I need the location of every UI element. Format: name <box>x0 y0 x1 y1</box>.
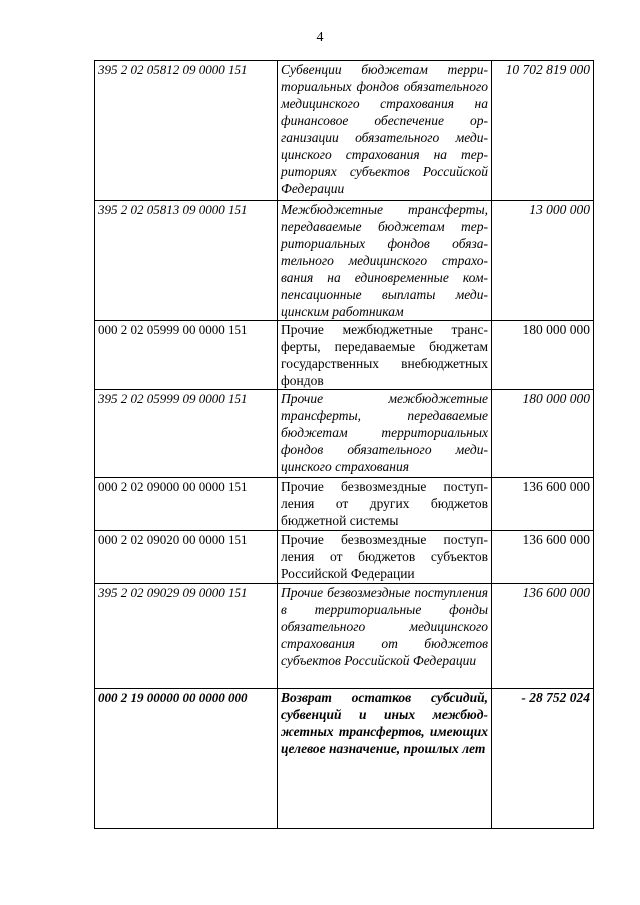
table-row <box>95 390 594 478</box>
amount-cell: 136 600 000 <box>492 478 594 531</box>
amount-cell: 180 000 000 <box>492 321 594 390</box>
budget-code-cell: 395 2 02 05813 09 0000 151 <box>95 201 278 321</box>
description-cell: Возврат остатков субсидий, субвенций и иных межбюджетных трансфертов, имеющих целевое назначение, прошлых лет <box>278 689 492 829</box>
amount-cell: 136 600 000 <box>492 584 594 689</box>
budget-code-cell: 395 2 02 05999 09 0000 151 <box>95 390 278 478</box>
budget-table <box>94 60 594 829</box>
table-row <box>95 531 594 584</box>
budget-code-cell: 395 2 02 05812 09 0000 151 <box>95 61 278 201</box>
table-row <box>95 201 594 321</box>
description-cell: Прочие безвозмездные поступления в территориальные фонды обязательного медицинского страхования от бюджетов субъектов Российской Федерации <box>278 584 492 689</box>
table-row <box>95 61 594 201</box>
table-row <box>95 321 594 390</box>
amount-cell: 180 000 000 <box>492 390 594 478</box>
amount-cell: - 28 752 024 <box>492 689 594 829</box>
table-row <box>95 478 594 531</box>
amount-cell: 10 702 819 000 <box>492 61 594 201</box>
budget-code-cell: 395 2 02 09029 09 0000 151 <box>95 584 278 689</box>
description-cell: Прочие безвозмездные поступления от других бюджетов бюджетной системы <box>278 478 492 531</box>
table-row <box>95 584 594 689</box>
budget-code-cell: 000 2 19 00000 00 0000 000 <box>95 689 278 829</box>
description-cell: Прочие межбюджетные трансферты, передаваемые бюджетам территориальных фондов обязательного медицинского страхования <box>278 390 492 478</box>
description-cell: Субвенции бюджетам территориальных фондов обязательного медицинского страхования на финансовое обеспечение организации обязательного медицинского страхования на территориях субъектов Российской Федерации <box>278 61 492 201</box>
budget-code-cell: 000 2 02 09000 00 0000 151 <box>95 478 278 531</box>
table-row <box>95 689 594 829</box>
description-cell: Межбюджетные трансферты, передаваемые бюджетам территориальных фондов обязательного медицинского страхования на единовременные компенсационные выплаты медицинским работникам <box>278 201 492 321</box>
amount-cell: 13 000 000 <box>492 201 594 321</box>
budget-code-cell: 000 2 02 05999 00 0000 151 <box>95 321 278 390</box>
budget-code-cell: 000 2 02 09020 00 0000 151 <box>95 531 278 584</box>
description-cell: Прочие безвозмездные поступления от бюджетов субъектов Российской Федерации <box>278 531 492 584</box>
amount-cell: 136 600 000 <box>492 531 594 584</box>
page-number: 4 <box>316 30 324 45</box>
description-cell: Прочие межбюджетные трансферты, передаваемые бюджетам государственных внебюджетных фондов <box>278 321 492 390</box>
